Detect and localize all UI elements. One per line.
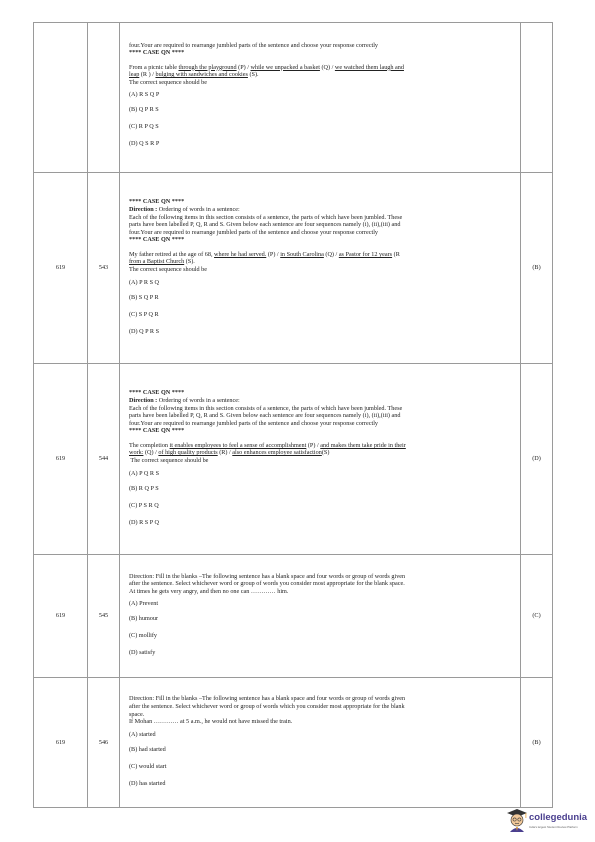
direction-line: Direction : Ordering of words in a sentence: — [129, 396, 240, 404]
option-d: (D) satisfy — [129, 649, 156, 657]
option-c: (C) would start — [129, 762, 167, 770]
instruction-line: four.Your are required to rearrange jumbled parts of the sentence and choose your response correctly — [129, 419, 379, 427]
cell-answer: (D) — [521, 364, 553, 555]
instruction-line: Direction: Fill in the blanks –The following sentence has a blank space and four words or group of words given — [129, 695, 406, 703]
graduate-mascot-icon — [506, 808, 528, 832]
instruction-line: four.Your are required to rearrange jumbled parts of the sentence and choose your response correctly — [129, 228, 379, 236]
cell-answer — [521, 23, 553, 173]
jumbled-sentence-cont: work: (Q) / of high quality products (R) / also enhances employee satisfaction(S) — [129, 449, 330, 457]
instruction-line: space. — [129, 710, 145, 718]
jumbled-sentence: The completion it enables employees to feel a sense of accomplishment (P) / and makes them take pride in their — [129, 441, 406, 449]
case-qn-label: **** CASE QN **** — [129, 198, 185, 206]
cell-qno: 544 — [88, 364, 120, 555]
option-a: (A) Prevent — [129, 600, 159, 608]
jumbled-sentence: From a picnic table through the playground (P) / while we unpacked a basket (Q) / we watched them laugh and — [129, 63, 404, 71]
option-d: (D) Q P R S — [129, 327, 160, 335]
jumbled-sentence: My father retired at the age of 68, where he had served. (P) / in South Carolina (Q) / as Pastor for 12 years (R — [129, 250, 400, 258]
cell-answer: (B) — [521, 678, 553, 808]
option-b: (B) R Q P S — [129, 484, 159, 492]
option-b: (B) humour — [129, 615, 159, 623]
logo-tagline: India's largest Student Review Platform — [529, 825, 578, 829]
cell-question — [120, 364, 521, 555]
cell-answer: (B) — [521, 173, 553, 364]
cell-question — [120, 678, 521, 808]
option-b: (B) Q P R S — [129, 106, 159, 114]
sequence-prompt: The correct sequence should be — [129, 457, 209, 465]
case-qn-label: **** CASE QN **** — [129, 236, 185, 244]
cell-sl — [34, 23, 88, 173]
instruction-line: parts have been labelled P, Q, R and S. Given below each sentence are four sequences namely (i), (ii),(iii) and — [129, 412, 401, 420]
option-c: (C) S P Q R — [129, 310, 159, 318]
cell-answer: (C) — [521, 555, 553, 678]
cell-question — [120, 23, 521, 173]
option-c: (C) R P Q S — [129, 123, 159, 131]
cell-sl: 619 — [34, 364, 88, 555]
option-a: (A) R S Q P — [129, 91, 160, 99]
case-qn-label: **** CASE QN **** — [129, 49, 185, 57]
cell-sl: 619 — [34, 555, 88, 678]
question-sentence: If Mohan ………… at 5 a.m., he would not have missed the train. — [129, 718, 293, 726]
sequence-prompt: The correct sequence should be — [129, 266, 207, 274]
option-d: (D) has started — [129, 779, 166, 787]
collegedunia-logo — [506, 806, 592, 836]
table-row — [34, 173, 553, 364]
option-c: (C) mollify — [129, 632, 158, 640]
option-a: (A) started — [129, 730, 156, 738]
cell-qno: 546 — [88, 678, 120, 808]
instruction-line: after the sentence. Select whichever word or group of words which you consider most appropriate for the blank — [129, 702, 405, 710]
cell-qno: 543 — [88, 173, 120, 364]
cell-sl: 619 — [34, 173, 88, 364]
instruction-line: Each of the following items in this section consists of a sentence, the parts of which have been jumbled. These — [129, 404, 403, 412]
instruction-line: Direction: Fill in the blanks –The following sentence has a blank space and four words or group of words given — [129, 572, 406, 580]
instruction-line: parts have been labelled P, Q, R and S. Given below each sentence are four sequences namely (i), (ii),(iii) and — [129, 221, 401, 229]
jumbled-sentence-cont: from a Baptist Church (S). — [129, 258, 195, 266]
option-d: (D) Q S R P — [129, 140, 160, 148]
question-table — [33, 22, 553, 808]
sequence-prompt: The correct sequence should be — [129, 78, 207, 86]
table-row — [34, 678, 553, 808]
option-d: (D) R S P Q — [129, 518, 160, 526]
direction-line: Direction : Ordering of words in a sentence: — [129, 205, 240, 213]
logo-wordmark: collegedunia — [529, 812, 588, 823]
option-a: (A) P R S Q — [129, 278, 160, 286]
case-qn-label: **** CASE QN **** — [129, 427, 185, 435]
cell-qno — [88, 23, 120, 173]
option-a: (A) P Q R S — [129, 469, 160, 477]
instruction-line: Each of the following items in this section consists of a sentence, the parts of which have been jumbled. These — [129, 213, 403, 221]
table-row — [34, 364, 553, 555]
jumbled-sentence-cont: leap (R ) / bulging with sandwiches and cookies (S). — [129, 71, 259, 79]
option-c: (C) P S R Q — [129, 501, 159, 509]
cell-qno: 545 — [88, 555, 120, 678]
cell-sl: 619 — [34, 678, 88, 808]
instruction-line: four.Your are required to rearrange jumbled parts of the sentence and choose your response correctly — [129, 41, 379, 49]
cell-question — [120, 555, 521, 678]
instruction-line: after the sentence. Select whichever word or group of words you consider most appropriate for the blank space. — [129, 580, 405, 588]
table-row — [34, 23, 553, 173]
cell-question — [120, 173, 521, 364]
option-b: (B) S Q P R — [129, 293, 159, 301]
option-b: (B) had started — [129, 745, 166, 753]
table-row — [34, 555, 553, 678]
question-sentence: At times he gets very angry, and then no one can ………… him. — [129, 587, 289, 595]
case-qn-label: **** CASE QN **** — [129, 389, 185, 397]
